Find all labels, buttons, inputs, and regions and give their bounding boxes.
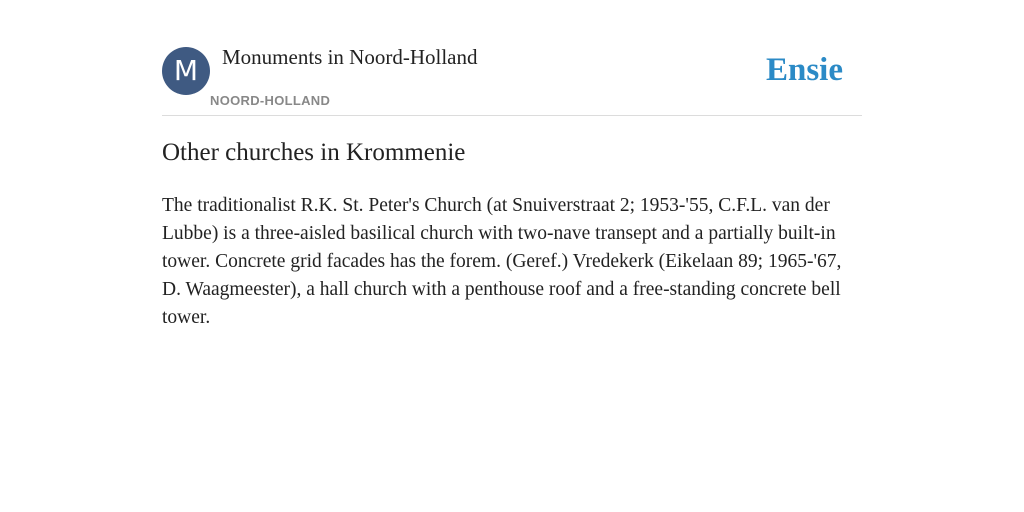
site-title-link[interactable]: Monuments in Noord-Holland [222, 45, 478, 69]
page-container [162, 0, 862, 328]
article-title: Other churches in Krommenie [162, 139, 466, 166]
header [162, 0, 862, 116]
category-label[interactable]: NOORD-HOLLAND [210, 93, 331, 108]
article-body: The traditionalist R.K. St. Peter's Church (at Snuiverstraat 2; 1953-'55, C.F.L. van der Lubbe) is a three-aisled basilical church with two-nave transept and a partially built-in tower. Concrete grid facades has the forem. (Geref.) Vredekerk (Eikelaan 89; 1965-'67, D. Waagmeester), a hall church with a penthouse roof and a free-standing concrete bell tower. [162, 195, 842, 328]
avatar[interactable]: M [162, 47, 210, 95]
brand-logo[interactable]: Ensie [765, 52, 843, 88]
